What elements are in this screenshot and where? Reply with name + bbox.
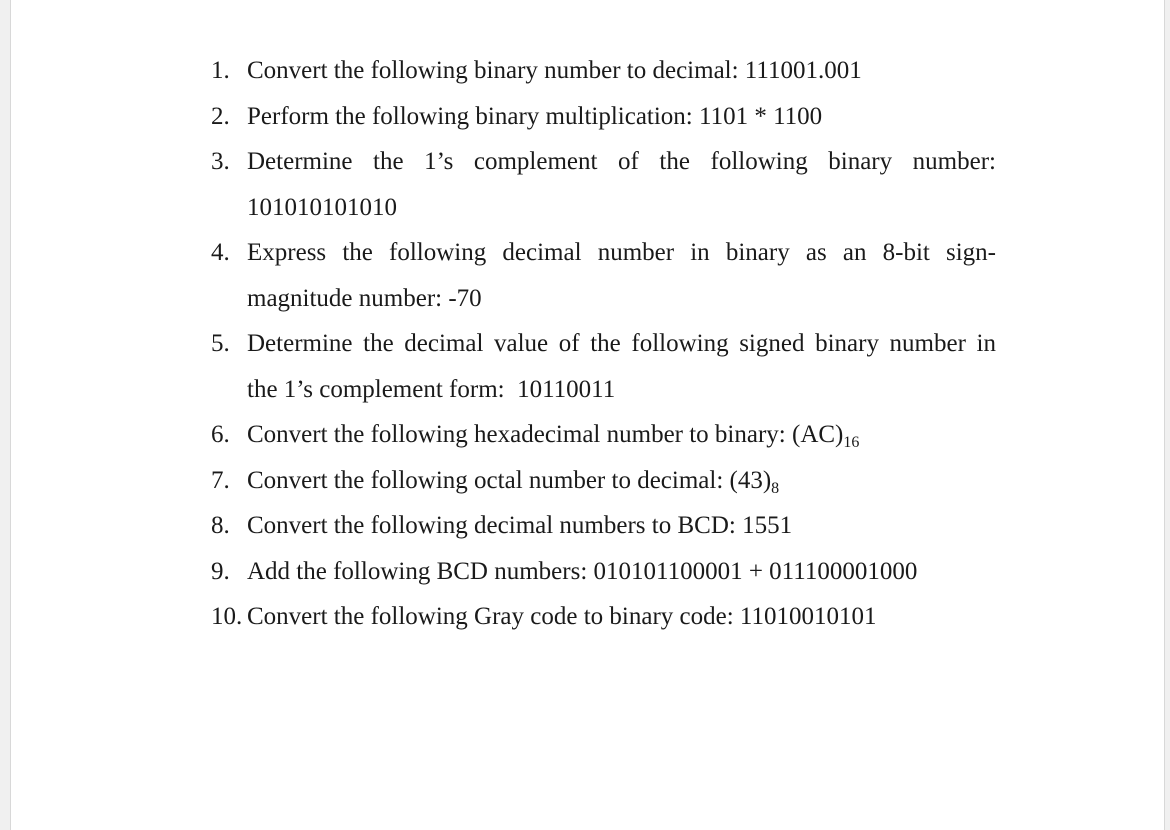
question-text-line-2: 101010101010 — [247, 193, 397, 221]
question-text: Add the following BCD numbers: 010101100001 + 011100001000 — [247, 557, 918, 585]
number-base-subscript: 8 — [771, 479, 780, 497]
question-item-2 — [211, 94, 996, 140]
question-list — [211, 48, 996, 640]
question-number: 9. — [211, 557, 230, 585]
question-text-line-1: Determine the decimal value of the following signed binary number in — [247, 330, 996, 357]
question-text: Convert the following Gray code to binary code: 11010010101 — [247, 603, 877, 630]
question-number: 2. — [211, 102, 230, 130]
question-item-4 — [211, 230, 996, 321]
question-text-line-1: Express the following decimal number in binary as an 8-bit sign- — [247, 239, 996, 266]
question-number: 8. — [211, 512, 230, 539]
question-text: Convert the following octal number to decimal: (43) — [247, 466, 772, 494]
question-item-9 — [211, 549, 996, 595]
question-number: 10. — [211, 603, 243, 630]
question-number: 5. — [211, 330, 230, 357]
question-text-line-2: the 1’s complement form: 10110011 — [247, 375, 616, 403]
question-text: Convert the following binary number to decimal: 111001.001 — [247, 57, 862, 84]
number-base-subscript: 16 — [843, 434, 860, 451]
question-text: Convert the following hexadecimal number to binary: (AC) — [247, 421, 844, 448]
question-number: 4. — [211, 239, 230, 266]
question-number: 6. — [211, 421, 230, 448]
question-number: 7. — [211, 466, 230, 494]
question-item-10 — [211, 594, 996, 640]
question-number: 1. — [211, 57, 230, 84]
question-item-7 — [211, 458, 996, 504]
question-text-line-2: magnitude number: -70 — [247, 284, 482, 312]
question-item-8 — [211, 503, 996, 549]
document-page — [10, 0, 1165, 830]
question-text: Convert the following decimal numbers to BCD: 1551 — [247, 512, 793, 539]
question-item-5 — [211, 321, 996, 412]
question-text: Perform the following binary multiplication: 1101 * 1100 — [247, 102, 823, 130]
question-text-line-1: Determine the 1’s complement of the following binary number: — [247, 148, 996, 175]
question-item-1 — [211, 48, 996, 94]
question-number: 3. — [211, 148, 230, 175]
question-item-3 — [211, 139, 996, 230]
question-item-6 — [211, 412, 996, 458]
